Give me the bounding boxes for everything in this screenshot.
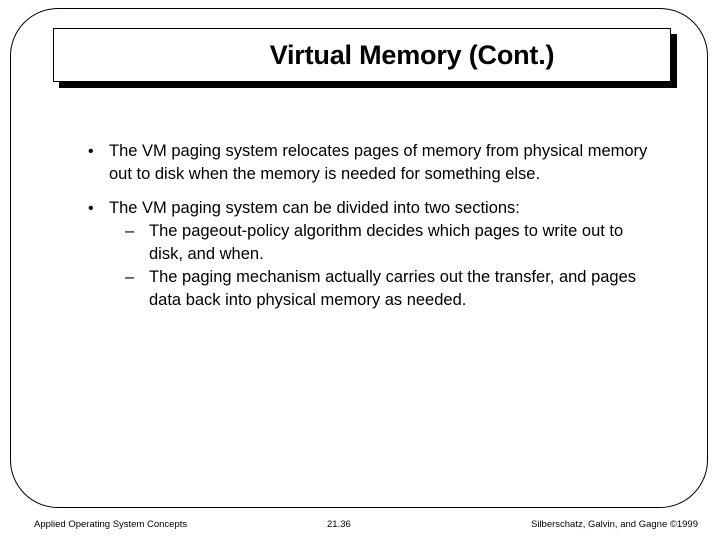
footer-page-number: 21.36 <box>327 519 351 530</box>
sub-bullet-text: The pageout-policy algorithm decides which pages to write out to disk, and when. <box>149 222 624 263</box>
footer-course-title: Applied Operating System Concepts <box>34 519 188 530</box>
bullet-list <box>88 140 648 323</box>
bullet-text: The VM paging system relocates pages of memory from physical memory out to disk when the memory is needed for something else. <box>109 142 648 183</box>
sub-bullet-text: The paging mechanism actually carries out the transfer, and pages data back into physical memory as needed. <box>149 268 637 309</box>
dash-icon: – <box>125 268 135 286</box>
bullet-icon: • <box>88 143 94 160</box>
slide-title: Virtual Memory (Cont.) <box>269 39 555 70</box>
bullet-item <box>88 140 648 186</box>
bullet-text: The VM paging system can be divided into two sections: <box>109 199 520 217</box>
footer-copyright: Silberschatz, Galvin, and Gagne ©1999 <box>530 519 698 530</box>
bullet-item <box>88 197 648 312</box>
bullet-icon: • <box>88 200 94 217</box>
sub-bullet-list <box>109 220 648 312</box>
sub-bullet-item <box>109 220 648 266</box>
dash-icon: – <box>125 222 135 240</box>
title-box <box>53 28 671 82</box>
sub-bullet-item <box>109 266 648 312</box>
